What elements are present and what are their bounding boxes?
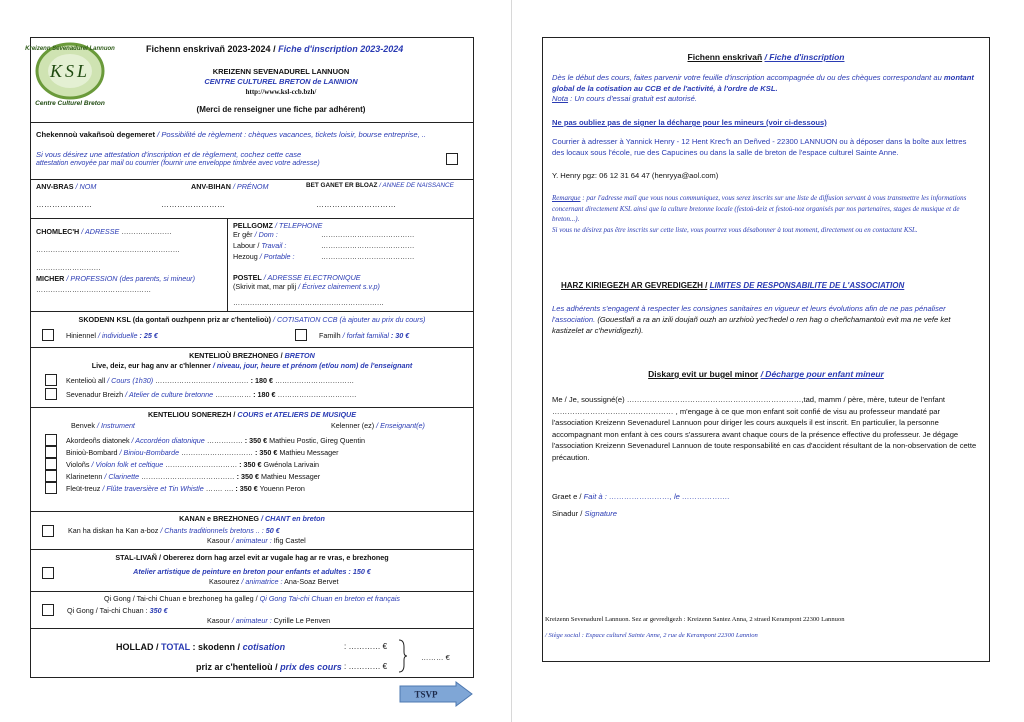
breton-culture-row: Sevenadur Breizh / Atelier de culture bretonne …………… : 180 € ……………………………	[66, 390, 357, 399]
home-phone-field[interactable]: …………………………………	[321, 230, 415, 239]
address-field-2[interactable]: ………………………	[36, 263, 101, 272]
one-form-note: (Merci de renseigner une fiche par adhérent)	[196, 105, 366, 114]
discharge-paragraph: Me / Je, soussigné(e) ……………………………………………………………,tad, mamm / père, mère, tuteur de l'enfant ………………………………………… , m'engage à ce que mon enfant soit confié de visu au professeur mandaté par l'association Kreizenn Sevenadurel Lannuon pour diriger les cours auxquels il est inscrit. En particulier, la personne accompagnant mon enfant à ces cours s'assurera avant chaque cours de la présence effective du professeur. Je dégage l'association Kreizenn Sevenadurel Lannuon de toute responsabilité en cas d'accident résultant de la non-observation de cette précaution.	[552, 395, 977, 462]
grand-total-field[interactable]: ……… €	[421, 653, 450, 662]
address-field[interactable]: ……………………………………………………	[36, 245, 180, 254]
total-section	[31, 628, 473, 679]
mobile-phone-field[interactable]: …………………………………	[321, 252, 415, 261]
org-name-br: KREIZENN SEVENADUREL LANNUON	[212, 67, 350, 76]
address-label-fr: / ADRESSE	[81, 227, 120, 236]
ksl-logo	[25, 41, 115, 107]
music-row-flute: Fleüt-treuz / Flûte traversière et Tin Whistle ……. …. : 350 € Youenn Peron	[66, 484, 305, 493]
profession-field[interactable]: …………………………………………	[36, 285, 151, 294]
teacher-header-fr: / Enseignant(e)	[376, 421, 425, 430]
nom-field[interactable]: …………………	[36, 200, 92, 209]
minor-warning: Ne pas oubliez pas de signer la décharge pour les mineurs (voir ci-dessous)	[552, 118, 827, 127]
breton-title-fr: BRETON	[284, 351, 315, 360]
page-divider	[511, 0, 512, 722]
right-title	[543, 52, 989, 62]
contact-phone: Y. Henry pgz: 06 12 31 64 47 (henryya@aol.com)	[552, 171, 719, 180]
painting-title: STAL-LIVAÑ / Obererez dorn hag arzel evit ar vugale hag ar re vras, e brezhoneg	[115, 553, 389, 562]
singing-title-br: KANAN e BREZHONEG	[179, 514, 259, 523]
attestation-note: attestation envoyée par mail ou courrier (fournir une enveloppe timbrée avec votre adresse)	[36, 160, 320, 167]
family-label-br: Familh	[319, 331, 341, 340]
breton-courses-section	[31, 347, 473, 407]
phone-label-br: PELLGOMZ	[233, 221, 273, 230]
work-label-fr: Travail :	[261, 241, 287, 250]
music-checkbox-clarinet[interactable]	[45, 470, 57, 482]
instrument-header-br: Benvek	[71, 421, 95, 430]
phone-label-fr: / TELEPHONE	[274, 221, 323, 230]
liability-paragraph: Les adhérents s'engagent à respecter les consignes sanitaires en vigueur et leurs évolutions afin de ne pas pénaliser l'association. (Gouestlañ a ra an izili doujañ ouzh an urzhioù yec'hedel o ren hag o cheñchamantoù evit ma ne vefe ket kastizelet ar c'hevridigezh).	[552, 304, 951, 335]
liability-heading: HARZ KIRIEGEZH AR GEVREDIGEZH / LIMITES DE RESPONSABILITE DE L'ASSOCIATION	[561, 281, 905, 290]
address-section	[31, 218, 473, 311]
singing-animator: Kasour / animateur : Ifig Castel	[207, 536, 306, 545]
breton-culture-checkbox[interactable]	[45, 388, 57, 400]
painting-line: Atelier artistique de peinture en breton pour enfants et adultes : 150 €	[133, 567, 371, 576]
email-note-fr: / Écrivez clairement s.v.p)	[298, 282, 380, 291]
birth-year-field[interactable]: …………………………	[316, 200, 396, 209]
identity-section	[31, 179, 473, 218]
breton-course-checkbox[interactable]	[45, 374, 57, 386]
address-dots-a[interactable]: …………………	[121, 227, 172, 236]
right-title-br: Fichenn enskrivañ	[687, 52, 763, 62]
qigong-row: Qi Gong / Tai-chi Chuan : 350 €	[67, 606, 168, 615]
attestation-request: Si vous désirez une attestation d'inscription et de règlement, cochez cette case	[36, 150, 302, 159]
cotisation-family-checkbox[interactable]	[295, 329, 307, 341]
website-url[interactable]: http://www.ksl-ccb.bzh/	[245, 88, 317, 96]
family-label-fr: / forfait familial	[342, 331, 389, 340]
teacher-header-br: Kelenner (ez)	[331, 421, 375, 430]
home-label-br: Er gêr	[233, 230, 253, 239]
payment-section	[31, 122, 473, 179]
music-checkbox-biniou[interactable]	[45, 446, 57, 458]
form-title-fr: Fiche d'inscription 2023-2024	[278, 44, 404, 54]
work-phone-field[interactable]: …………………………………	[321, 241, 415, 250]
singing-checkbox[interactable]	[42, 525, 54, 537]
music-title-fr: COURS et ATELIERS DE MUSIQUE	[237, 410, 357, 419]
family-price: : 30 €	[390, 331, 410, 340]
nom-label-br: ANV-BRAS	[36, 182, 74, 191]
prenom-label-br: ANV-BIHAN	[191, 182, 231, 191]
qigong-checkbox[interactable]	[42, 604, 54, 616]
qigong-title-br: Qi Gong / Tai-chi Chuan e brezhoneg ha galleg /	[103, 594, 258, 603]
svg-text:Centre Culturel Breton: Centre Culturel Breton	[35, 100, 105, 107]
birth-label-br: BET GANET ER BLOAZ	[306, 182, 378, 189]
indiv-price: : 25 €	[139, 331, 158, 340]
email-label-fr: / ADRESSE ELECTRONIQUE	[263, 273, 361, 282]
done-at-field[interactable]: Graet e / Fait à : ……………………, le ……………….	[552, 492, 730, 501]
payment-title-br: Chekennoù vakañsoù degemeret	[36, 130, 156, 139]
svg-text:Kreizenn Sevenadurel Lannuon: Kreizenn Sevenadurel Lannuon	[25, 46, 115, 52]
attestation-checkbox[interactable]	[446, 153, 458, 165]
footer-br: Kreizenn Sevenadurel Lannuon. Sez ar gevredigezh : Kreizenn Santez Anna, 2 straed Kerampont 22300 Lannuon	[545, 616, 845, 623]
music-row-violin: Violoñs / Violon folk et celtique ………………………… : 350 € Gwénola Larivain	[66, 460, 320, 469]
total-cotisation-line: HOLLAD / TOTAL : skodenn / cotisation	[116, 642, 286, 652]
indiv-label-br: Hiniennel	[66, 331, 96, 340]
tsvp-arrow-icon	[400, 682, 473, 706]
breton-sub-fr: / niveau, jour, heure et prénom (et/ou nom) de l'enseignant	[212, 361, 413, 370]
music-checkbox-violin[interactable]	[45, 458, 57, 470]
form-title-br: Fichenn enskrivañ 2023-2024 /	[146, 44, 276, 54]
music-section	[31, 407, 473, 511]
total-courses-line: priz ar c'hentelioù / prix des cours	[196, 662, 342, 672]
minor-discharge-heading: Diskarg evit ur bugel minor / Décharge pour enfant mineur	[648, 369, 884, 379]
payment-title-fr: / Possibilité de règlement : chèques vacances, tickets loisir, bourse entreprise, ..	[157, 130, 427, 139]
breton-title-br: KENTELIOÙ BREZHONEG /	[189, 351, 283, 360]
profession-label-fr: / PROFESSION (des parents, si mineur)	[66, 274, 195, 283]
prenom-field[interactable]: ……………………	[161, 200, 225, 209]
birth-label-fr: / ANNEE DE NAISSANCE	[379, 182, 454, 189]
total-brace	[398, 639, 408, 673]
form-title	[146, 44, 403, 54]
footer-fr: / Siège social : Espace culturel Sainte Anne, 2 rue de Kerampont 22300 Lannion	[545, 632, 758, 639]
music-title-br: KENTELIOU SONEREZH /	[147, 410, 236, 419]
painting-animator: Kasourez / animatrice : Ana-Soaz Bervet	[209, 577, 339, 586]
mobile-label-fr: / Portable :	[259, 252, 295, 261]
indiv-label-fr: / individuelle	[97, 331, 138, 340]
mail-address-paragraph: Courrier à adresser à Yannick Henry - 12 Hent Krec'h an Deñved - 22300 LANNUON ou à déposer dans la boîte aux lettres des locaux sous l'école, rue des Capucines ou dans la salle de breton de l'espace culturel Sainte Anne.	[552, 137, 967, 157]
email-note-br: (Skrivit mat, mar plij	[233, 282, 297, 291]
singing-row: Kan ha diskan ha Kan a-boz / Chants traditionnels bretons .. : 50 €	[68, 526, 280, 535]
home-label-fr: / Dom :	[254, 230, 278, 239]
information-page	[542, 37, 990, 662]
qigong-animator: Kasour / animateur : Cyrille Le Penven	[207, 616, 331, 625]
svg-text:KSL: KSL	[49, 61, 91, 81]
email-field[interactable]: ………………………………………………………	[233, 298, 384, 307]
intro-paragraph: Dès le début des cours, faites parvenir votre feuille d'inscription accompagnée du ou des chèques correspondant au montant global de la cotisation au CCB et de l'activité, à l'ordre de KSL. Nota : Un cours d'essai gratuit est autorisé.	[552, 73, 974, 103]
address-label-br: CHOMLEC'H	[36, 227, 80, 236]
music-checkbox-flute[interactable]	[45, 482, 57, 494]
cotisation-individual-checkbox[interactable]	[42, 329, 54, 341]
profession-label-br: MICHER	[36, 274, 65, 283]
signature-field[interactable]: Sinadur / Signature	[552, 509, 618, 518]
prenom-label-fr: / PRÉNOM	[232, 182, 269, 191]
svg-text:TSVP: TSVP	[414, 689, 438, 700]
mobile-label-br: Hezoug	[233, 252, 258, 261]
music-row-accordion: Akordeoñs diatonek / Accordéon diatonique …………… : 350 € Mathieu Postic, Gireg Quentin	[66, 436, 366, 445]
instrument-header-fr: / Instrument	[96, 421, 135, 430]
remark-paragraph: Remarque : par l'adresse mail que vous nous communiquez, vous serez inscrits sur une liste de diffusion servant à vous transmettre les informations concernant directement KSL ainsi que la culture bretonne locale (festoù-deiz et festoù-noz organisés par nos partenaires, stages de musique et de breton...). Si vous ne désirez pas être inscrits sur cette liste, vous pourrez vous désabonner à tout moment, directement ou en contactant KSL.	[552, 194, 967, 234]
work-label-br: Labour /	[233, 241, 260, 250]
qigong-title-fr: Qi Gong Tai-chi Chuan en breton et français	[259, 594, 401, 603]
org-name-fr: CENTRE CULTUREL BRETON de LANNION	[204, 77, 358, 86]
total-cotisation-field[interactable]: : ………… €	[344, 642, 388, 651]
email-label-br: POSTEL	[233, 273, 262, 282]
registration-form-page	[25, 37, 474, 678]
qigong-section	[31, 591, 473, 628]
singing-section	[31, 511, 473, 549]
breton-course-row: Kentelioù all / Cours (1h30) ………………………………… : 180 € ……………………………	[66, 376, 355, 385]
music-row-clarinet: Klarinetenn / Clarinette ………………………………… : 350 € Mathieu Messager	[66, 472, 321, 481]
nom-label-fr: / NOM	[75, 182, 97, 191]
cotisation-title-br: SKODENN KSL (da gontañ ouzhpenn priz ar c'hentelioù)	[78, 315, 271, 324]
total-courses-field[interactable]: : ………… €	[344, 662, 388, 671]
music-row-biniou: Binioù-Bombard / Biniou-Bombarde ………………………… : 350 € Mathieu Messager	[66, 448, 339, 457]
right-title-fr: / Fiche d'inscription	[764, 52, 845, 62]
painting-section	[31, 549, 473, 591]
music-checkbox-accordion[interactable]	[45, 434, 57, 446]
cotisation-title-fr: / COTISATION CCB (à ajouter au prix du cours)	[273, 315, 426, 324]
breton-sub-br: Live, deiz, eur hag anv ar c'hlenner	[91, 361, 211, 370]
cotisation-section	[31, 311, 473, 347]
singing-title-fr: / CHANT en breton	[260, 514, 325, 523]
